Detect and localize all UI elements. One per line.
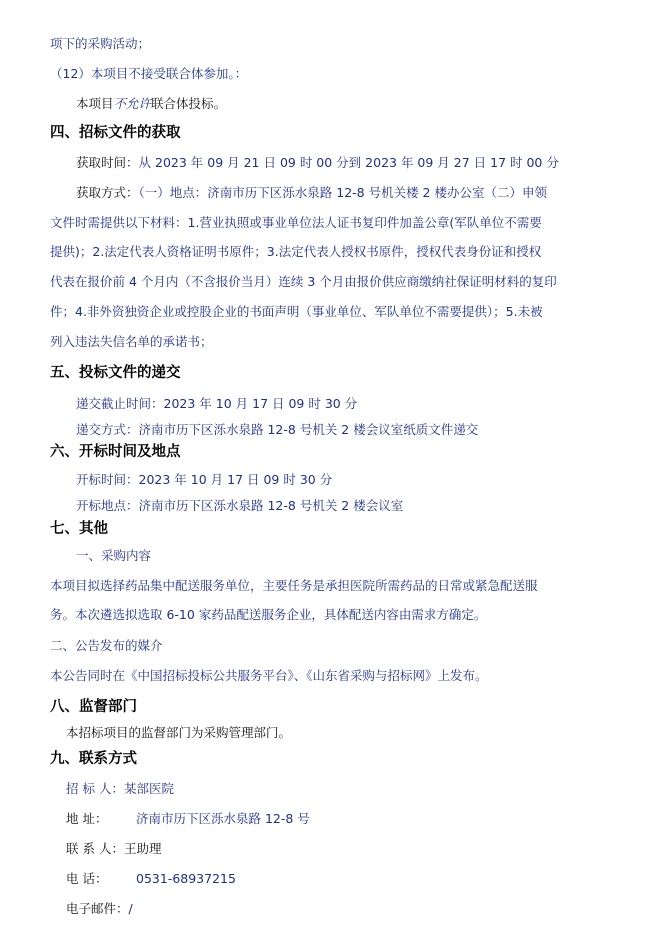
text-line: 务。本次遴选拟选取 6-10 家药品配送服务企业，具体配送内容由需求方确定。 [50,607,487,622]
field-label: 获取时间： [76,155,139,170]
text-line: 提供)；2.法定代表人资格证明书原件；3.法定代表人授权书原件，授权代表身份证和授权 [50,244,542,259]
text-line [0,185,651,201]
subsection-heading: 二、公告发布的媒介 [50,638,163,653]
text-line: 代表在报价前 4 个月内（不含报价当月）连续 3 个月由报价供应商缴纳社保证明材料的复印 [50,274,557,289]
field-label: 获取方式： [76,185,139,200]
text-line: 开标地点：济南市历下区泺水泉路 12-8 号机关 2 楼会议室 [76,498,404,513]
contact-phone [0,871,651,887]
text-line [0,96,651,112]
text-line: 本公告同时在《中国招标投标公共服务平台》、《山东省采购与招标网》上发布。 [50,668,488,683]
field-value: 从 2023 年 09 月 21 日 09 时 00 分到 2023 年 09 月 27 日 17 时 00 分 [138,155,559,170]
field-value: 济南市历下区泺水泉路 12-8 号 [136,811,310,826]
text-line: 文件时需提供以下材料：1.营业执照或事业单位法人证书复印件加盖公章(军队单位不需要 [50,215,542,230]
contact-email [0,901,651,917]
text-fragment-italic: 不允许 [113,96,152,111]
field-label: 电 话： [66,871,108,886]
text-fragment: 联合体投标。 [151,96,227,111]
text-line: 开标时间：2023 年 10 月 17 日 09 时 30 分 [76,472,333,487]
section-heading: 七、其他 [50,521,108,537]
text-line [0,155,651,171]
field-label: 电子邮件： [66,901,129,916]
field-value: 0531-68937215 [136,871,236,886]
section-heading: 九、联系方式 [50,751,137,767]
subsection-heading: 一、采购内容 [76,548,152,563]
field-label: 地 址： [66,811,108,826]
text-line: 列入违法失信名单的承诺书； [50,334,213,349]
text-line: 件；4.非外资独资企业或控股企业的书面声明（事业单位、军队单位不需要提供）；5.未被 [50,304,543,319]
text-fragment: 本项目 [76,96,114,111]
text-line: 递交截止时间：2023 年 10 月 17 日 09 时 30 分 [76,396,358,411]
contact-person: 联 系 人：王助理 [66,841,162,856]
field-value: / [128,901,133,916]
text-line: 本招标项目的监督部门为采购管理部门。 [66,725,292,740]
section-heading: 五、投标文件的递交 [50,365,181,381]
field-value: （一）地点：济南市历下区泺水泉路 12-8 号机关楼 2 楼办公室（二）申领 [138,185,547,200]
section-heading: 六、开标时间及地点 [50,444,181,460]
contact-address [0,811,651,827]
text-line: （12）本项目不接受联合体参加。： [50,66,248,81]
section-heading: 八、监督部门 [50,699,137,715]
contact-tenderer: 招 标 人：某部医院 [66,781,174,796]
text-line: 本项目拟选择药品集中配送服务单位，主要任务是承担医院所需药品的日常或紧急配送服 [50,578,538,593]
section-heading: 四、招标文件的获取 [50,125,181,141]
text-line: 递交方式：济南市历下区泺水泉路 12-8 号机关 2 楼会议室纸质文件递交 [76,422,479,437]
text-line: 项下的采购活动； [50,36,151,51]
